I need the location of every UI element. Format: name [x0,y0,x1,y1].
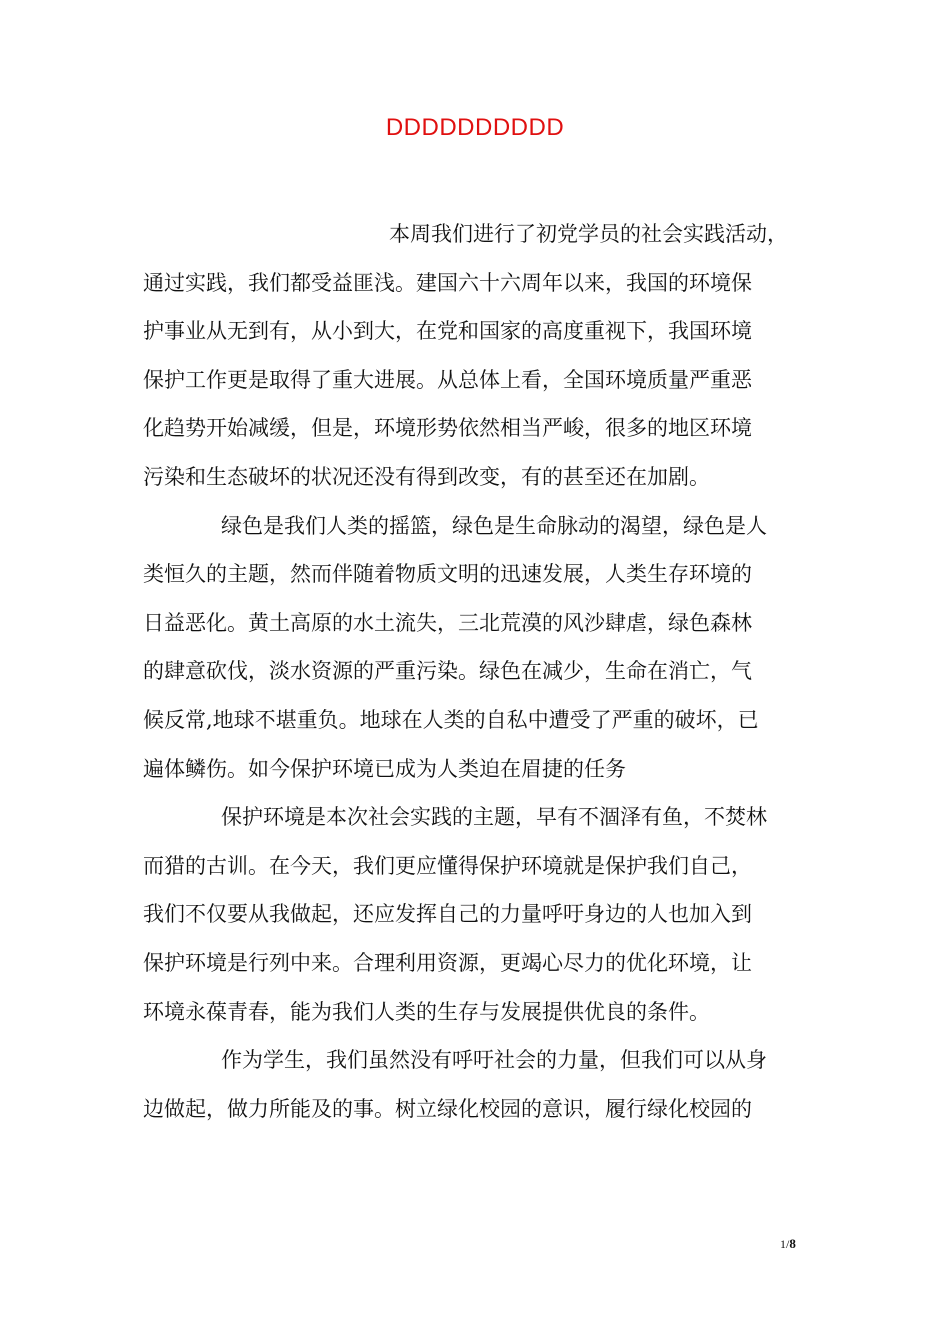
paragraph-line: 遍体鳞伤。如今保护环境已成为人类迫在眉捷的任务 [143,756,626,781]
document-body [143,210,811,1133]
paragraph-line: 保护工作更是取得了重大进展。从总体上看，全国环境质量严重恶 [143,367,752,392]
paragraph-line: 作为学生，我们虽然没有呼吁社会的力量，但我们可以从身 [221,1048,767,1073]
page-title-text: DDDDDDDDDD [385,114,565,141]
paragraph-line: 而猎的古训。在今天，我们更应懂得保护环境就是保护我们自己， [143,853,752,878]
paragraph-line: 边做起，做力所能及的事。树立绿化校园的意识，履行绿化校园的 [143,1096,752,1121]
paragraph-line: 本周我们进行了初党学员的社会实践活动， [389,222,788,246]
paragraph-line: 污染和生态破坏的状况还没有得到改变，有的甚至还在加剧。 [143,464,710,489]
page-number-current: 1/ [780,1237,790,1251]
paragraph-line: 护事业从无到有，从小到大，在党和国家的高度重视下，我国环境 [143,319,752,344]
paragraph-line: 保护环境是行列中来。合理利用资源，更竭心尽力的优化环境，让 [143,950,752,975]
paragraph-line: 我们不仅要从我做起，还应发挥自己的力量呼吁身边的人也加入到 [143,902,752,927]
page-title [0,113,950,143]
paragraph-line: 化趋势开始减缓，但是，环境形势依然相当严峻，很多的地区环境 [143,416,752,441]
paragraph-line: 通过实践，我们都受益匪浅。建国六十六周年以来，我国的环境保 [143,270,752,295]
paragraph-line: 环境永葆青春，能为我们人类的生存与发展提供优良的条件。 [143,999,710,1024]
paragraph-line: 类恒久的主题，然而伴随着物质文明的迅速发展，人类生存环境的 [143,562,752,587]
paragraph-line: 绿色是我们人类的摇篮，绿色是生命脉动的渴望，绿色是人 [221,513,767,538]
page-number [780,1236,796,1252]
paragraph-line: 日益恶化。黄土高原的水土流失，三北荒漠的风沙肆虐，绿色森林 [143,610,752,635]
page-number-total: 8 [789,1236,796,1251]
paragraph-line: 候反常,地球不堪重负。地球在人类的自私中遭受了严重的破坏，已 [143,707,759,732]
paragraph-line: 的肆意砍伐，淡水资源的严重污染。绿色在减少，生命在消亡，气 [143,659,752,684]
paragraph-line: 保护环境是本次社会实践的主题，早有不涸泽有鱼，不焚林 [221,805,767,830]
